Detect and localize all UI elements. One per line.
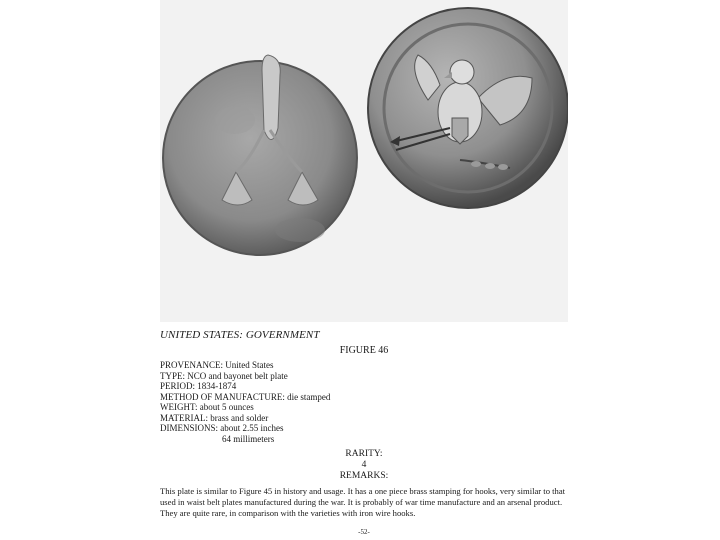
spec-type: TYPE: NCO and bayonet belt plate — [160, 370, 288, 381]
remarks-text: This plate is similar to Figure 45 in history and usage. It has a one piece brass stamping for hooks, very similar to that used in waist belt plates manufactured during the war. It is probably of war time manufacture and an arsenal product. They are quite rare, in comparison with the varieties with iron wire hooks. — [160, 486, 566, 518]
specifications-list — [160, 360, 330, 444]
spec-dimensions-metric: 64 millimeters — [222, 433, 275, 444]
spec-provenance: PROVENANCE: United States — [160, 360, 274, 370]
spec-method: METHOD OF MANUFACTURE: die stamped — [160, 391, 331, 402]
spec-weight: WEIGHT: about 5 ounces — [160, 402, 254, 412]
belt-plate-photograph — [160, 0, 568, 322]
rarity-value: 4 — [361, 460, 367, 470]
plate-back-image — [163, 55, 357, 255]
plate-front-image — [368, 8, 568, 208]
figure-label: FIGURE 46 — [339, 345, 389, 356]
spec-material: MATERIAL: brass and solder — [160, 412, 269, 423]
page-number: -52- — [358, 528, 370, 536]
spec-period: PERIOD: 1834-1874 — [160, 381, 237, 391]
rarity-label: RARITY: — [345, 449, 383, 459]
spec-dimensions: DIMENSIONS: about 2.55 inches — [160, 423, 284, 433]
section-heading: UNITED STATES: GOVERNMENT — [160, 329, 320, 341]
remarks-label: REMARKS: — [339, 471, 389, 481]
